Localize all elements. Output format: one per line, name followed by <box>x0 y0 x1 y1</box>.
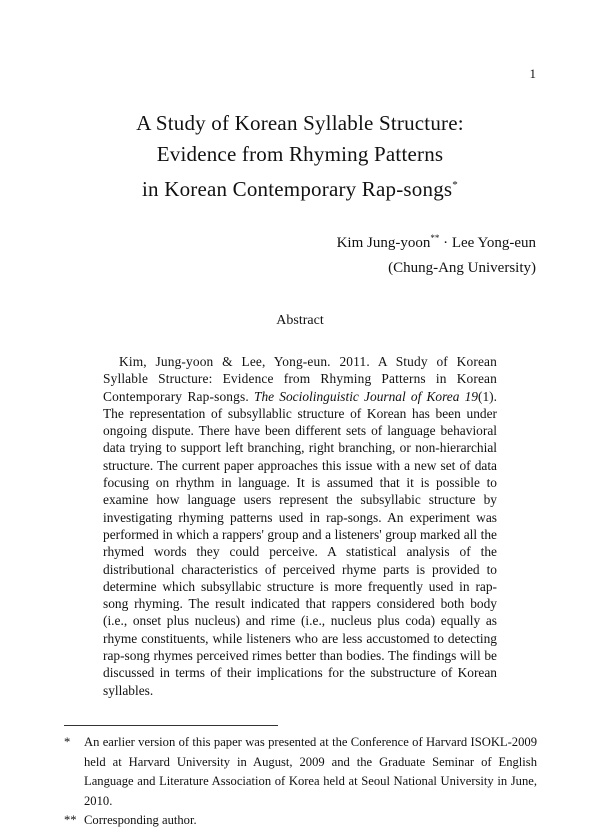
journal-name: The Sociolinguistic Journal of Korea 19 <box>254 388 479 404</box>
author-1: Kim Jung-yoon <box>336 235 431 251</box>
title-line-3 <box>60 170 540 205</box>
author-affiliation: (Chung-Ang University) <box>388 260 536 276</box>
abstract-citation: Kim, Jung-yoon & Lee, Yong-eun. 2011. A Study of Korean Syllable Structure: Evidence from Rhyming Patterns in Korean Contemporary Rap-songs. <box>103 354 497 404</box>
abstract-text <box>103 353 497 699</box>
footnote <box>64 811 537 831</box>
author-2: Lee Yong-eun <box>451 235 536 251</box>
title-line-3-text: in Korean Contemporary Rap-songs <box>142 177 453 201</box>
footnote-text: Corresponding author. <box>84 813 197 827</box>
author-block <box>337 226 536 281</box>
journal-issue: (1). <box>478 388 497 404</box>
title-footnote-mark: * <box>452 179 458 191</box>
footnote-divider <box>64 725 278 726</box>
paper-title <box>60 108 540 205</box>
title-line-2: Evidence from Rhyming Patterns <box>156 142 444 166</box>
abstract-body: The representation of subsyllablic structure of Korean has been under ongoing dispute. There have been different sets of language behavioral data trying to support left branching, right branching, or non-hierarchial structure. The current paper approaches this issue with a new set of data focusing on rhythm in language. It is assumed that it is possible to examine how language users represent the subsyllabic structure by investigating rhyming patterns used in rap-songs. An experiment was performed in which a rappers' group and a listeners' group marked all the rhymed words they could perceive. A statistical analysis of the distributional characteristics of perceived rhyme parts is provided to determine which subsyllabic structure is more frequently used in rap-song rhyming. The result indicated that rappers considered both body (i.e., onset plus nucleus) and rime (i.e., nucleus plus coda) equally as rhyme constituents, while listeners who are less accustomed to detecting rap-song rhymes perceived rimes better than bodies. The findings will be discussed in terms of their implications for the substructure of Korean syllables. <box>103 405 497 698</box>
title-line-1: A Study of Korean Syllable Structure: <box>136 111 464 135</box>
abstract-heading: Abstract <box>276 313 324 328</box>
page-number: 1 <box>529 66 536 81</box>
footnote <box>64 733 537 811</box>
footnote-text: An earlier version of this paper was presented at the Conference of Harvard ISOKL-2009 held at Harvard University in August, 2009 and the Graduate Seminar of English Language and Literature Association of Korea held at Seoul National University in June, 2010. <box>84 735 537 808</box>
footnote-mark: ** <box>64 813 77 827</box>
author-separator: · <box>439 235 452 251</box>
footnote-mark: * <box>64 735 71 749</box>
footnotes <box>64 733 537 831</box>
author-names <box>337 226 536 256</box>
author-1-mark: ** <box>430 233 440 243</box>
